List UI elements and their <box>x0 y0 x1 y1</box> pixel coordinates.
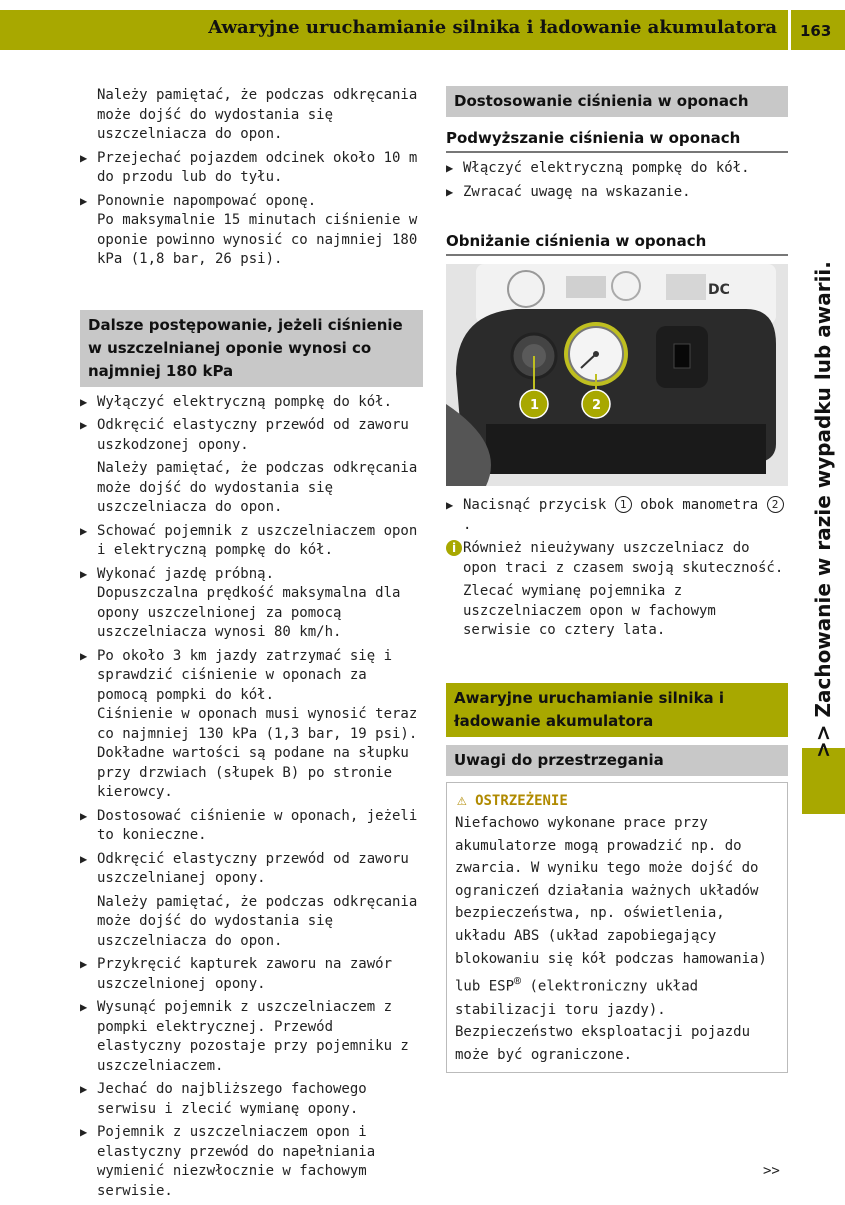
intro-step <box>80 149 423 188</box>
bullet-arrow-icon: ▶ <box>80 1123 87 1143</box>
registered-mark: ® <box>514 974 521 988</box>
further-step <box>80 565 423 643</box>
circled-number-1: 1 <box>615 496 632 513</box>
step-text: Przykręcić kapturek zaworu na zawór uszczelnionej opony. <box>97 955 423 994</box>
warning-text-part-2: (elektroniczny układ stabilizacji toru jazdy). Bezpieczeństwo eksploatacji pojazdu może być ograniczone. <box>455 979 750 1063</box>
further-step <box>80 647 423 803</box>
step-text: Schować pojemnik z uszczelniaczem opon i elektryczną pompkę do kół. <box>97 522 423 561</box>
callout-1: 1 <box>530 398 539 413</box>
bullet-arrow-icon: ▶ <box>80 807 87 827</box>
step-text: Po maksymalnie 15 minutach ciśnienie w oponie powinno wynosić co najmniej 180 kPa (1,8 bar, 26 psi). <box>97 211 423 270</box>
step-text: Wykonać jazdę próbną. <box>97 565 423 585</box>
warning-box <box>446 782 788 1074</box>
bullet-arrow-icon: ▶ <box>446 183 453 203</box>
step-text: Dopuszczalna prędkość maksymalna dla opony uszczelnionej za pomocą uszczelniacza wynosi 80 km/h. <box>97 584 423 643</box>
bullet-arrow-icon: ▶ <box>446 496 453 516</box>
bullet-arrow-icon: ▶ <box>80 647 87 667</box>
step-text: Odkręcić elastyczny przewód od zaworu uszkodzonej opony. <box>97 416 423 455</box>
further-step <box>80 393 423 413</box>
section-title-battery: Awaryjne uruchamianie silnika i ładowanie akumulatora <box>446 683 788 737</box>
bullet-arrow-icon: ▶ <box>80 522 87 542</box>
step-text: Włączyć elektryczną pompkę do kół. <box>463 159 788 179</box>
compressor-photo <box>446 264 788 486</box>
bullet-arrow-icon: ▶ <box>80 1080 87 1100</box>
info-note <box>446 539 788 641</box>
further-step <box>80 807 423 846</box>
press-text-before: Nacisnąć przycisk <box>463 497 615 513</box>
raise-step <box>446 183 788 203</box>
intro-list <box>80 145 423 274</box>
step-note: Należy pamiętać, że podczas odkręcania może dojść do wydostania się uszczelniacza do opon. <box>80 893 423 952</box>
page-number: 163 <box>800 22 831 40</box>
press-text-middle: obok manometra <box>632 497 767 513</box>
bullet-arrow-icon: ▶ <box>80 393 87 413</box>
section-title-pressure: Dostosowanie ciśnienia w oponach <box>446 86 788 117</box>
intro-note: Należy pamiętać, że podczas odkręcania może dojść do wydostania się uszczelniacza do opon. <box>80 86 423 145</box>
warning-title: OSTRZEŻENIE <box>475 793 568 809</box>
right-column <box>446 86 788 1073</box>
step-text: Wyłączyć elektryczną pompkę do kół. <box>97 393 423 413</box>
bullet-arrow-icon: ▶ <box>80 955 87 975</box>
further-step <box>80 850 423 889</box>
warning-header <box>455 789 779 813</box>
page-header <box>0 0 845 52</box>
bullet-arrow-icon: ▶ <box>80 565 87 585</box>
side-chapter-label-wrap <box>806 278 840 758</box>
further-step <box>80 416 423 455</box>
next-page-indicator: >> <box>763 1163 780 1179</box>
step-text: Zwracać uwagę na wskazanie. <box>463 183 788 203</box>
further-step <box>80 1123 423 1201</box>
raise-step <box>446 159 788 179</box>
step-text: Po około 3 km jazdy zatrzymać się i sprawdzić ciśnienie w oponach za pomocą pompki do kół. <box>97 647 423 706</box>
step-text: Pojemnik z uszczelniaczem opon i elastyczny przewód do napełniania wymienić niezwłocznie w fachowym serwisie. <box>97 1123 423 1201</box>
step-text: Przejechać pojazdem odcinek około 10 m do przodu lub do tyłu. <box>97 149 423 188</box>
dc-label: DC <box>708 282 730 298</box>
warning-text-part-1: Niefachowo wykonane prace przy akumulatorze mogą prowadzić np. do zwarcia. W wyniku tego może dojść do ograniczeń działania ważnych układów bezpieczeństwa, np. oświetlenia, układu ABS (układ zapobiegający blokowaniu się kół podczas hamowania) lub ESP <box>455 815 767 995</box>
further-step <box>80 522 423 561</box>
further-step <box>80 998 423 1076</box>
section-title-notes: Uwagi do przestrzegania <box>446 745 788 776</box>
subtitle-lower: Obniżanie ciśnienia w oponach <box>446 230 788 256</box>
further-steps-list <box>80 393 423 1205</box>
page-title: Awaryjne uruchamianie silnika i ładowanie akumulatora <box>208 17 777 38</box>
subtitle-raise: Podwyższanie ciśnienia w oponach <box>446 127 788 153</box>
bullet-arrow-icon: ▶ <box>80 850 87 870</box>
info-text-2: Zlecać wymianę pojemnika z uszczelniaczem opon w fachowym serwisie co cztery lata. <box>463 582 788 641</box>
section-title-further: Dalsze postępowanie, jeżeli ciśnienie w uszczelnianej oponie wynosi co najmniej 180 kPa <box>80 310 423 387</box>
step-text: Jechać do najbliższego fachowego serwisu i zlecić wymianę opony. <box>97 1080 423 1119</box>
press-text-after: . <box>463 517 471 533</box>
compressor-illustration <box>446 264 788 486</box>
further-step <box>80 955 423 994</box>
info-text: Również nieużywany uszczelniacz do opon traci z czasem swoją skuteczność. <box>463 539 788 578</box>
info-icon: i <box>446 540 462 556</box>
raise-list <box>446 159 788 206</box>
circled-number-2: 2 <box>767 496 784 513</box>
bullet-arrow-icon: ▶ <box>80 192 87 212</box>
step-text: Odkręcić elastyczny przewód od zaworu uszczelnianej opony. <box>97 850 423 889</box>
press-button-step <box>446 496 788 535</box>
step-note: Należy pamiętać, że podczas odkręcania może dojść do wydostania się uszczelniacza do opon. <box>80 459 423 518</box>
bullet-arrow-icon: ▶ <box>446 159 453 179</box>
bullet-arrow-icon: ▶ <box>80 416 87 436</box>
step-text: Ponownie napompować oponę. <box>97 192 423 212</box>
warning-triangle-icon: ⚠ <box>457 790 467 809</box>
side-chapter-label: >> Zachowanie w razie wypadku lub awarii. <box>806 278 840 758</box>
step-text: Ciśnienie w oponach musi wynosić teraz co najmniej 130 kPa (1,3 bar, 19 psi). Dokładne wartości są podane na słupku przy drzwiach (słupek B) po stronie kierowcy. <box>97 705 423 803</box>
warning-text <box>455 812 779 1066</box>
step-text: Wysunąć pojemnik z uszczelniaczem z pompki elektrycznej. Przewód elastyczny pozostaje przy pojemniku z uszczelniaczem. <box>97 998 423 1076</box>
intro-step <box>80 192 423 270</box>
bullet-arrow-icon: ▶ <box>80 998 87 1018</box>
step-text: Dostosować ciśnienie w oponach, jeżeli to konieczne. <box>97 807 423 846</box>
callout-2: 2 <box>592 398 601 413</box>
left-column <box>80 86 423 1205</box>
further-step <box>80 1080 423 1119</box>
bullet-arrow-icon: ▶ <box>80 149 87 169</box>
